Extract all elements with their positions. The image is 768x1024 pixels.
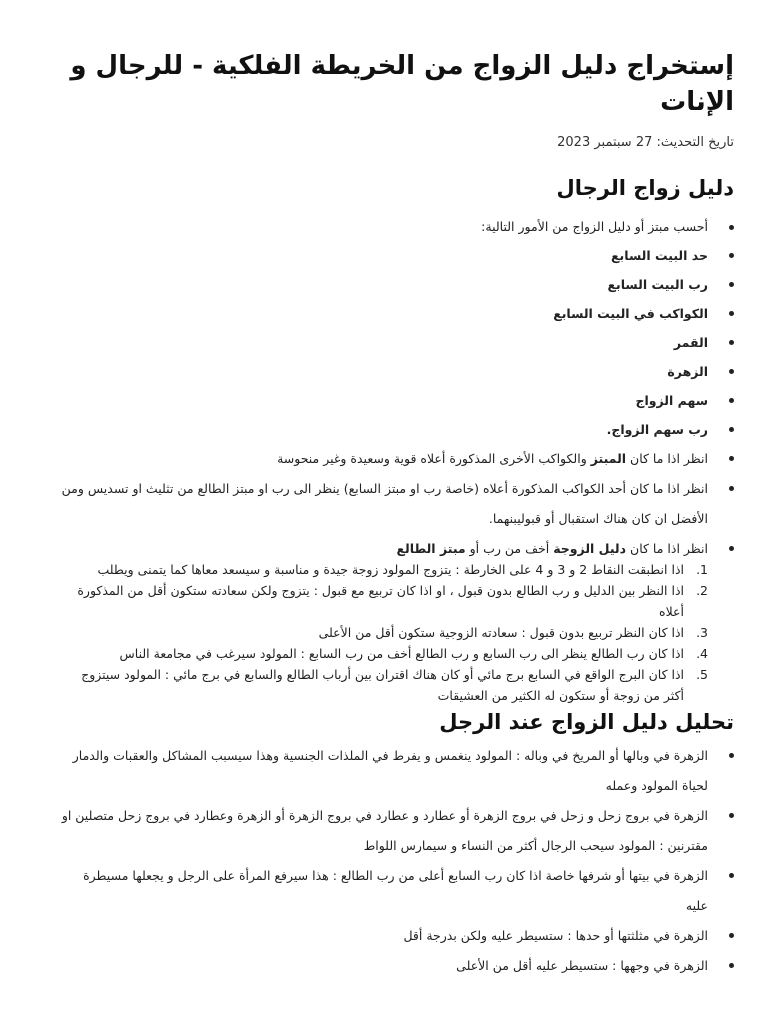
bullet-icon bbox=[729, 398, 734, 403]
bullet-icon bbox=[729, 813, 734, 818]
list-item: سهم الزواج bbox=[58, 386, 734, 415]
list-item: الزهرة bbox=[58, 357, 734, 386]
list-item: الكواكب في البيت السابع bbox=[58, 299, 734, 328]
analysis-list bbox=[58, 741, 734, 981]
list-item: الزهرة في وبالها أو المريخ في وباله : المولود ينغمس و يفرط في الملذات الجنسية وهذا سيسبب المشاكل والعقبات والدمار لحياة المولود وعمله bbox=[58, 741, 734, 801]
list-item: الزهرة في بروج زحل و زحل في بروج الزهرة أو عطارد و عطارد في بروج الزهرة أو الزهرة وعطارد في بروج زحل متصلين او مقترنين : المولود سيحب الرجال أكثر من النساء و سيمارس اللواط bbox=[58, 801, 734, 861]
bullet-icon bbox=[729, 546, 734, 551]
list-item: انظر اذا ما كان المبتز والكواكب الأخرى المذكورة أعلاه قوية وسعيدة وغير منحوسة bbox=[58, 444, 734, 474]
list-item: الزهرة في مثلثتها أو حدها : ستسيطر عليه ولكن بدرجة أقل bbox=[58, 921, 734, 951]
bullet-icon bbox=[729, 753, 734, 758]
bullet-icon bbox=[729, 873, 734, 878]
list-item: انظر اذا ما كان دليل الزوجة أخف من رب أو مبتز الطالع bbox=[58, 534, 734, 564]
list-item: انظر اذا ما كان أحد الكواكب المذكورة أعلاه (خاصة رب او مبتز السابع) ينظر الى رب او مبتز الطالع من تثليث او تسديس ومن الأفضل ان كان هناك استقبال أو قبوليبنهما. bbox=[58, 474, 734, 534]
section-heading-men-marriage: دليل زواج الرجال bbox=[556, 176, 734, 200]
list-item: أحسب مبتز أو دليل الزواج من الأمور التالية: bbox=[58, 213, 734, 241]
list-item: حد البيت السابع bbox=[58, 241, 734, 270]
factors-list bbox=[58, 213, 734, 564]
bullet-icon bbox=[729, 225, 734, 230]
bullet-icon bbox=[729, 340, 734, 345]
bullet-icon bbox=[729, 933, 734, 938]
list-item: 1. اذا انطبقت النقاط 2 و 3 و 4 على الخارطة : يتزوج المولود زوجة جيدة و مناسبة و سيسعد معاها كما يتمنى ويطلب bbox=[97, 562, 708, 577]
list-item: القمر bbox=[58, 328, 734, 357]
bullet-icon bbox=[729, 456, 734, 461]
bullet-icon bbox=[729, 486, 734, 491]
bullet-icon bbox=[729, 427, 734, 432]
list-item: رب البيت السابع bbox=[58, 270, 734, 299]
list-item: رب سهم الزواج. bbox=[58, 415, 734, 444]
list-item: الزهرة في بيتها أو شرفها خاصة اذا كان رب السابع أعلى من رب الطالع : هذا سيرفع المرأة على الرجل و يجعلها مسيطرة عليه bbox=[58, 861, 734, 921]
bullet-icon bbox=[729, 963, 734, 968]
list-item: 4. اذا كان رب الطالع ينظر الى رب السابع و رب الطالع أخف من رب السابع : المولود سيرغب في مجامعة الناس bbox=[119, 646, 708, 661]
list-item: 2. اذا النظر بين الدليل و رب الطالع بدون قبول ، او اذا كان تربيع مع قبول : يتزوج ولكن سعادته ستكون أقل من المذكورة أعلاه bbox=[77, 583, 708, 619]
list-item: 5. اذا كان البرج الواقع في السابع برج مائي أو كان هناك اقتران بين أرباب الطالع والسابع في برج مائي : المولود سيتزوج أكثر من زوجة أو ستكون له الكثير من العشيقات bbox=[81, 667, 708, 703]
update-date: تاريخ التحديث: 27 سبتمبر 2023 bbox=[557, 135, 734, 150]
bullet-icon bbox=[729, 369, 734, 374]
list-item: 3. اذا كان النظر تربيع بدون قبول : سعادته الزوجية ستكون أقل من الأعلى bbox=[318, 625, 708, 640]
section-heading-analysis: تحليل دليل الزواج عند الرجل bbox=[439, 710, 734, 734]
list-item: الزهرة في وجهها : ستسيطر عليه أقل من الأعلى bbox=[58, 951, 734, 981]
bullet-icon bbox=[729, 253, 734, 258]
bullet-icon bbox=[729, 311, 734, 316]
numbered-list bbox=[58, 559, 708, 706]
page-title: إستخراج دليل الزواج من الخريطة الفلكية - للرجال و الإنات bbox=[70, 51, 734, 117]
bullet-icon bbox=[729, 282, 734, 287]
